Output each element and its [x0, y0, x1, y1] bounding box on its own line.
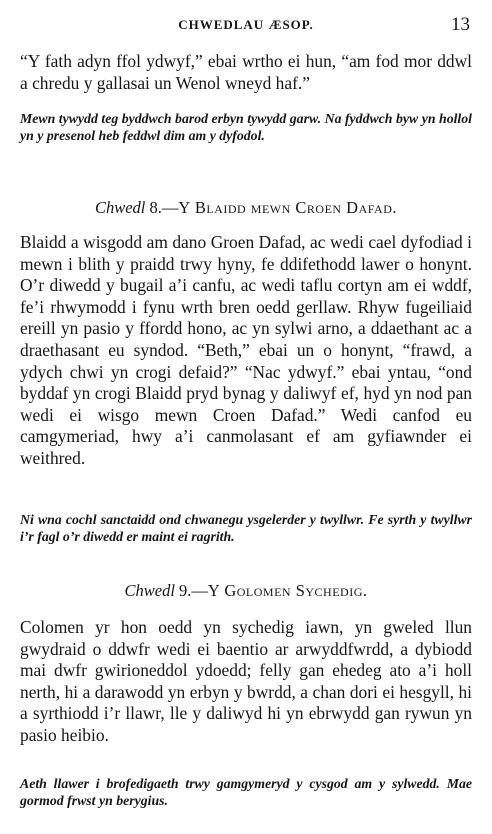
fable-8-body: Blaidd a wisgodd am dano Groen Dafad, ac wedi cael dyfodiad i mewn i blith y praidd trwy hyny, fe ddifethodd lawer o honynt. O’r diwedd y bugail a’i canfu, ac wedi taflu cortyn am ei wddf, fe’i rhwymodd i fynu wrth bren oedd gerllaw. Rhyw fugeiliaid ereill yn pasio y ffordd hono, ac yn sylwi arno, a ddaethant ac a draethasant eu syndod. “Beth,” ebai un o honynt, “frawd, a ydych chwi yn crogi defaid?” “Nac ydwyf.” ebai yntau, “ond byddaf yn crogi Blaidd pryd bynag y daliwyf ef, hyd yn nod pan wedi ei wisgo mewn Croen Dafad.” Wedi canfod eu camgymeriad, hwy a’i canmolasant ef am gyfiawnder ei weithred.	[20, 232, 472, 468]
fable-9-body: Colomen yr hon oedd yn sychedig iawn, yn gweled llun gwydraid o ddwfr wedi ei baentio ar arwyddfwrdd, a dybiodd mai dwfr gwirioneddol ydoedd; felly gan ehedeg ato a’i holl nerth, hi a darawodd yn erbyn y bwrdd, a chan dori ei hesgyll, hi a syrthiodd i’r llawr, lle y daliwyd hi yn ebrwydd gan rywun yn pasio heibio.	[20, 617, 472, 745]
fable-9-label: Chwedl	[124, 581, 175, 600]
running-header	[0, 14, 492, 36]
page-number: 13	[451, 14, 470, 35]
intro-moral: Mewn tywydd teg byddwch barod erbyn tywydd garw. Na fyddwch byw yn hollol yn y presenol heb feddwl dim am y dyfodol.	[20, 111, 472, 143]
fable-8-moral-block	[20, 511, 472, 545]
fable-9-dash: —	[191, 581, 208, 600]
intro-paragraph-block	[20, 51, 472, 94]
fable-8-number: 8.	[149, 198, 162, 217]
fable-9-title: Y Golomen Sychedig.	[207, 581, 368, 600]
fable-9-number: 9.	[179, 581, 192, 600]
fable-9-moral: Aeth llawer i brofedigaeth trwy gamgymeryd y cysgod am y sylwedd. Mae gormod frwst yn berygius.	[20, 776, 472, 808]
fable-8-title: Y Blaidd mewn Croen Dafad.	[178, 198, 398, 217]
fable-9-moral-block	[20, 775, 472, 809]
fable-8-label: Chwedl	[94, 198, 146, 217]
fable-9-body-block	[20, 617, 472, 747]
intro-moral-block	[20, 110, 472, 144]
fable-8-body-block	[20, 232, 472, 470]
fable-8-moral: Ni wna cochl sanctaidd ond chwanegu ysgelerder y twyllwr. Fe syrth y twyllwr i’r fagl o’r diwedd er maint ei ragrith.	[20, 512, 472, 544]
fable-9-heading	[0, 581, 492, 601]
fable-8-dash: —	[161, 198, 179, 217]
running-title: CHWEDLAU ÆSOP.	[178, 17, 314, 32]
intro-paragraph: “Y fath adyn ffol ydwyf,” ebai wrtho ei hun, “am fod mor ddwl a chredu y gallasai un Wenol wneyd haf.”	[20, 51, 472, 93]
fable-8-heading	[0, 198, 492, 218]
